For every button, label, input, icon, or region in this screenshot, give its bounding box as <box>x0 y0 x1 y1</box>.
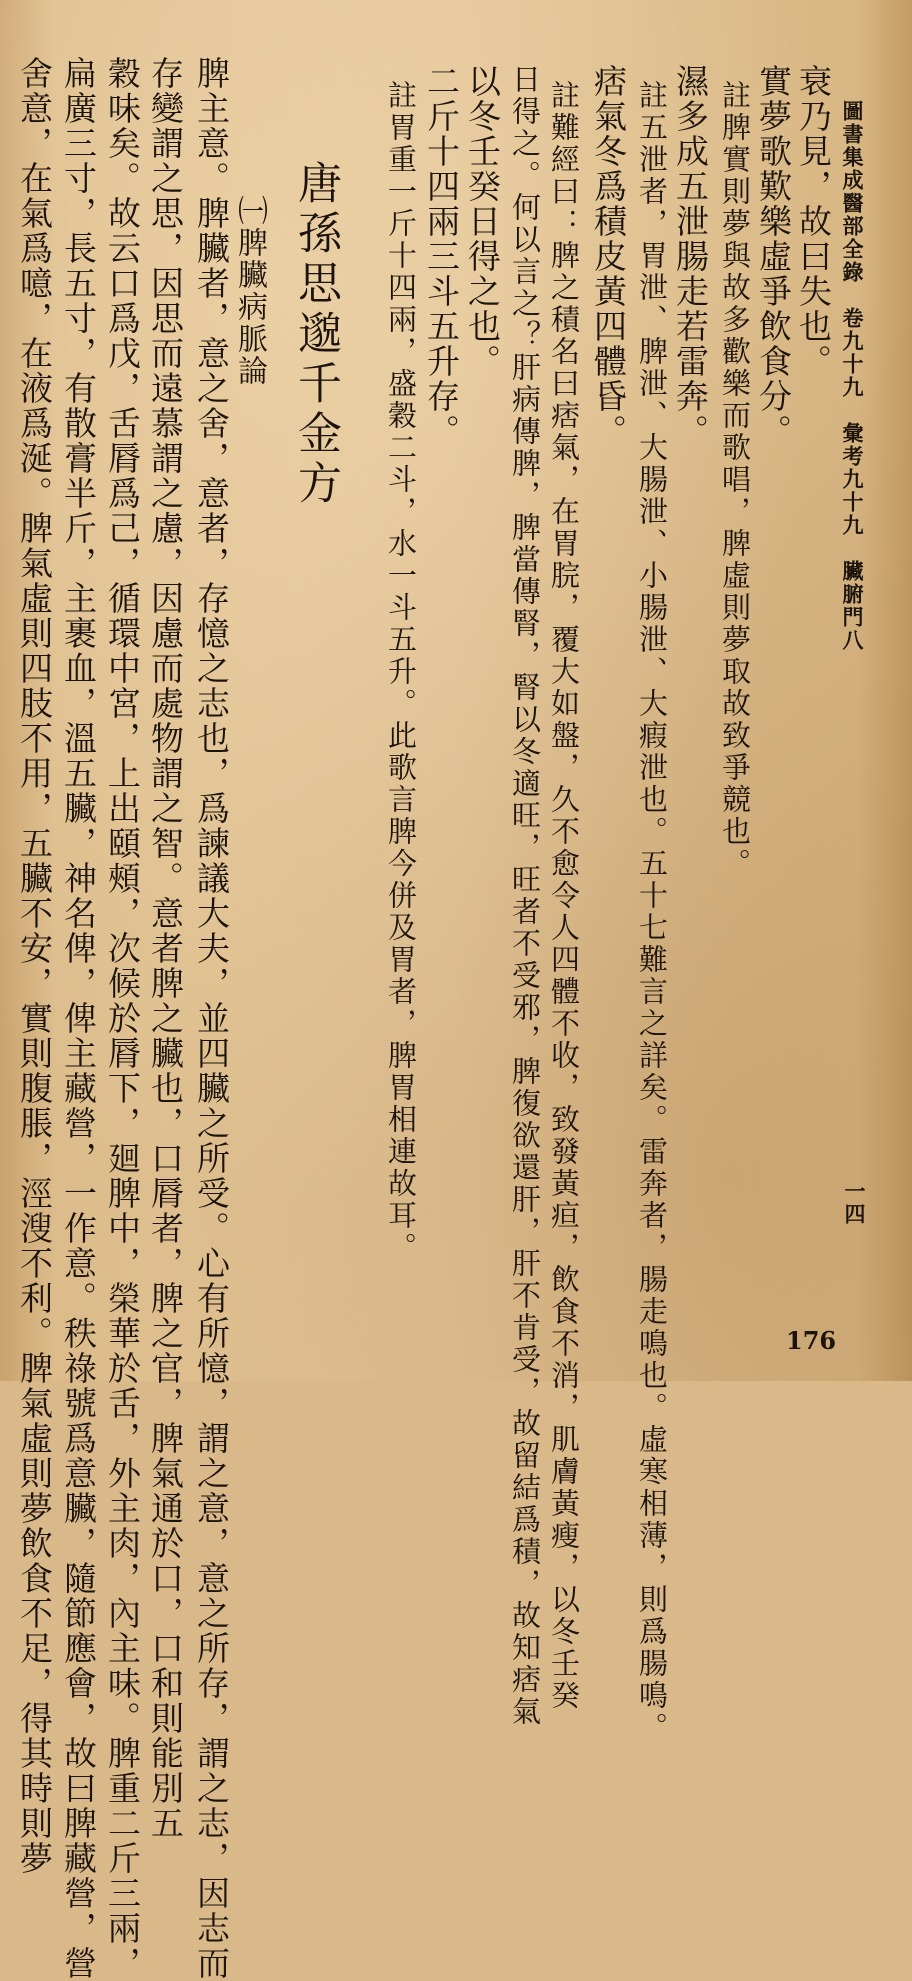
text-column: 衰乃見，故曰失也。 <box>794 64 833 379</box>
text-column: 濕多成五泄腸走若雷奔。 <box>671 64 710 449</box>
text-column: 痞氣冬爲積皮黃四體昏。 <box>589 64 628 449</box>
text-column: 以冬壬癸日得之也。 <box>463 64 502 379</box>
section-title: 唐孫思邈千金方 <box>290 160 341 510</box>
text-column: 實夢歌歎樂虛爭飲食分。 <box>754 64 793 449</box>
annotation-column: 註脾實則夢與故多歡樂而歌唱，脾虛則夢取故致爭競也。 <box>718 80 752 880</box>
text-column: 二斤十四兩三斗五升存。 <box>422 64 461 449</box>
subsection-heading: ㈠脾臟病脈論 <box>232 195 267 387</box>
folio-number: 一四 <box>842 1180 867 1226</box>
body-column: 脾主意。脾臟者，意之舍，意者，存憶之志也，爲諫議大夫，並四臟之所受。心有所憶，謂之意，意之所存，謂之志，因志而 <box>192 56 231 1981</box>
annotation-column: 日得之。何以言之？肝病傳脾，脾當傳腎，腎以冬適旺，旺者不受邪，脾復欲還肝，肝不肯受，故留結爲積，故知痞氣 <box>508 64 542 1728</box>
page-number: 176 <box>786 1326 837 1355</box>
running-head: 圖書集成醫部全錄 卷九十九 彙考九十九 臟腑門八 <box>840 100 865 652</box>
body-column: 存變謂之思，因思而遠慕謂之慮，因慮而處物謂之智。意者脾之臟也，口脣者，脾之官，脾氣通於口，口和則能別五 <box>146 56 185 1841</box>
body-column: 穀味矣。故云口爲戊，舌脣爲己，循環中宮，上出頤頰，次候於脣下，廻脾中，榮華於舌，外主肉，內主味。脾重二斤三兩， <box>103 56 142 1981</box>
annotation-column: 註難經曰：脾之積名曰痞氣，在胃脘，覆大如盤，久不愈令人四體不收，致發黃疸，飲食不消，肌膚黃瘦，以冬壬癸 <box>547 80 581 1712</box>
annotation-column: 註五泄者，胃泄、脾泄、大腸泄、小腸泄、大瘕泄也。五十七難言之詳矣。雷奔者，腸走鳴也。虛寒相薄，則爲腸鳴。 <box>635 80 669 1744</box>
body-column: 扁廣三寸，長五寸，有散膏半斤，主裹血，溫五臟，神名俾，俾主藏營，一作意。秩祿號爲意臟，隨節應會，故曰脾藏營，營 <box>59 56 98 1981</box>
body-column: 舍意，在氣爲噫，在液爲涎。脾氣虛則四肢不用，五臟不安，實則腹脹，涇溲不利。脾氣虛則夢飲食不足，得其時則夢 <box>15 56 54 1876</box>
annotation-column: 註胃重一斤十四兩，盛穀二斗，水一斗五升。此歌言脾今併及胃者，脾胃相連故耳。 <box>384 80 418 1264</box>
